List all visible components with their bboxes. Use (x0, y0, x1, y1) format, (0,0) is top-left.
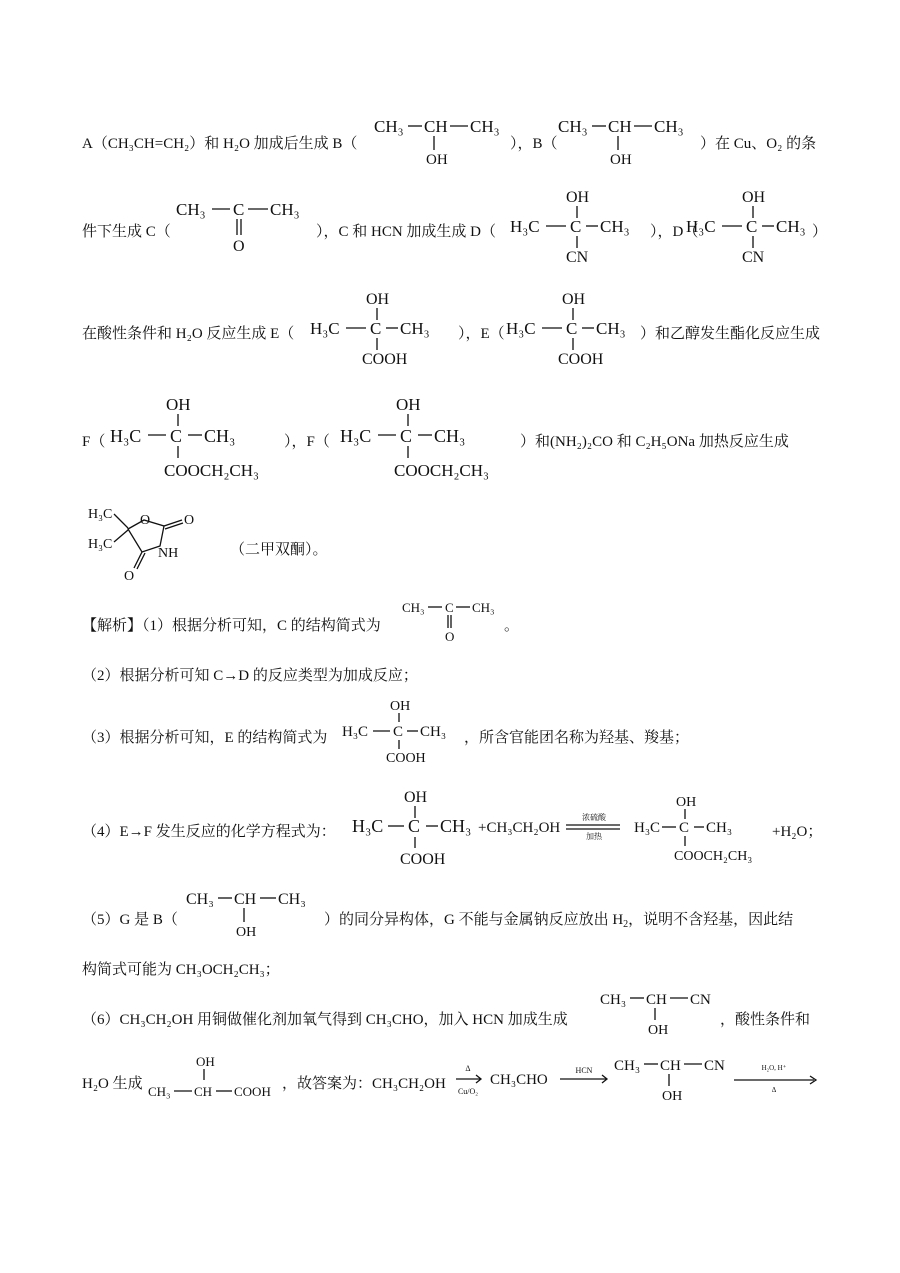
group-cn: CN (566, 249, 589, 266)
text-ans6e: CH₃CHO (490, 1072, 548, 1088)
arrow-label-bottom: Cu/O₂ (457, 1087, 479, 1096)
text-l2a: 件下生成 C（ (82, 224, 171, 240)
group-oh: OH (390, 699, 411, 714)
text-l4c: ）和(NH₂)₂CO 和 C₂H₅ONa 加热反应生成 (520, 434, 789, 450)
arrow-label-bottom: 加热 (586, 832, 602, 841)
text-l2b: ），C 和 HCN 加成生成 D（ (316, 224, 497, 240)
text-l1a: A（CH₃CH=CH₂）和 H₂O 加成后生成 B（ (82, 136, 358, 152)
reaction-arrow-esterification (564, 810, 624, 844)
text-l2c: ），D（ (650, 224, 699, 240)
text-ans6a: （6）CH₃CH₂OH 用铜做催化剂加氧气得到 CH₃CHO，加入 HCN 加成生成 (82, 1012, 568, 1028)
structure-lactonitrile (596, 984, 726, 1040)
structure-e-acid-2 (496, 288, 656, 372)
text-l4b: ），F（ (284, 434, 330, 450)
group-h3c: H₃C (310, 319, 340, 338)
text-ans3b: ，所含官能团名称为羟基、羧基； (464, 730, 690, 746)
group-oh: OH (396, 395, 421, 414)
group-oh: OH (742, 189, 766, 206)
structure-d-cyanohydrin-2 (680, 186, 820, 266)
group-h3c-top: H₃C (88, 507, 113, 522)
group-oh: OH (676, 795, 697, 810)
group-cn: CN (704, 1058, 725, 1074)
text-ans5b (324, 908, 793, 930)
text-l1b: ），B（ (510, 136, 558, 152)
group-oh: OH (648, 1023, 669, 1038)
atom-o: O (233, 238, 245, 255)
structure-b-isopropanol-2 (552, 112, 702, 170)
group-h3c: H₃C (110, 426, 142, 446)
reaction-arrow-oxidation (452, 1062, 486, 1102)
text-ans6c: H₂O 生成 (82, 1076, 143, 1092)
structure-d-cyanohydrin (496, 186, 646, 266)
text-ans5a: （5）G 是 B（ (82, 912, 178, 928)
atom-c: C (408, 816, 421, 836)
group-ch: CH (646, 992, 667, 1008)
text-ans4c: +H₂O； (772, 824, 823, 840)
text-ans1a: 【解析】（1）根据分析可知，C 的结构简式为 (82, 618, 381, 634)
group-cooh: COOH (234, 1084, 271, 1099)
group-ch3-right: CH₃ (278, 891, 306, 908)
group-cooet: COOCH₂CH₃ (164, 461, 259, 480)
group-ch3: CH₃ (614, 1058, 641, 1074)
group-ch3-left: CH₃ (402, 600, 425, 615)
text-l5a: （二甲双酮）。 (230, 542, 328, 558)
structure-e-acid (300, 288, 460, 372)
atom-c: C (445, 600, 454, 615)
group-ch: CH (608, 117, 632, 136)
text-l3c: ）和乙醇发生酯化反应生成 (640, 326, 821, 342)
group-h3c: H₃C (342, 724, 369, 740)
group-h3c: H₃C (352, 816, 384, 836)
group-oh: OH (366, 291, 390, 308)
text-l2d: ） (812, 224, 828, 240)
atom-o-ring: O (140, 513, 151, 528)
text-ans5b-main: ）的同分异构体，G 不能与金属钠反应放出 H (324, 912, 624, 928)
group-nh: NH (158, 546, 179, 561)
group-ch3: CH₃ (434, 426, 466, 446)
group-oh: OH (426, 152, 448, 168)
text-ans5c: ，说明不含羟基，因此结 (628, 912, 794, 928)
group-ch3: CH₃ (440, 816, 472, 836)
group-cooet: COOCH₂CH₃ (674, 849, 753, 864)
group-ch3: CH₃ (596, 319, 626, 338)
reaction-arrow-hcn (558, 1064, 610, 1090)
group-h3c-bottom: H₃C (88, 537, 113, 552)
text-ans4b: +CH₃CH₂OH (478, 820, 561, 836)
text-ans6d: ，故答案为：CH₃CH₂OH (282, 1076, 446, 1092)
structure-b-isopropanol (368, 112, 518, 170)
group-ch3: CH₃ (706, 820, 733, 836)
text-ans1b: 。 (504, 618, 520, 634)
arrow-label-top: Δ (465, 1064, 471, 1073)
group-ch: CH (424, 117, 448, 136)
structure-e-acid-eq (346, 786, 486, 870)
atom-c: C (400, 426, 413, 446)
structure-lactonitrile-2 (610, 1050, 730, 1106)
text-ans6b: ，酸性条件和 (720, 1012, 811, 1028)
text-ans5d: 构简式可能为 CH₃OCH₂CH₃； (82, 962, 280, 978)
structure-f-ester (100, 392, 290, 488)
group-oh: OH (662, 1089, 683, 1104)
group-h3c: H₃C (634, 820, 661, 836)
arrow-label-top: 浓硫酸 (582, 813, 606, 822)
group-ch3-left: CH₃ (558, 117, 588, 136)
group-cooh: COOH (362, 351, 408, 368)
group-ch: CH (234, 891, 257, 908)
text-ans2a: （2）根据分析可知 C→D 的反应类型为加成反应； (82, 668, 418, 684)
atom-c: C (679, 820, 690, 836)
text-l1c: ）在 Cu、O₂ 的条 (700, 136, 817, 152)
group-ch3-left: CH₃ (374, 117, 404, 136)
group-ch3-left: CH₃ (186, 891, 214, 908)
structure-f-ester-eq (630, 790, 780, 870)
group-ch: CH (194, 1084, 213, 1099)
group-cooh: COOH (386, 751, 426, 766)
group-oh: OH (610, 152, 632, 168)
group-cooh: COOH (558, 351, 604, 368)
text-l4a: F（ (82, 434, 106, 450)
arrow-label-top: HCN (575, 1066, 593, 1075)
group-ch3: CH₃ (600, 992, 627, 1008)
text-ans3a: （3）根据分析可知，E 的结构简式为 (82, 730, 328, 746)
group-ch3-left: CH₃ (176, 200, 206, 219)
group-ch3: CH₃ (420, 724, 447, 740)
group-ch3: CH₃ (400, 319, 430, 338)
group-cn: CN (690, 992, 711, 1008)
group-ch3: CH₃ (204, 426, 236, 446)
group-ch3-right: CH₃ (270, 200, 300, 219)
atom-c: C (566, 319, 578, 338)
atom-o: O (445, 629, 455, 644)
atom-c: C (233, 200, 245, 219)
group-ch3: CH₃ (776, 217, 806, 236)
structure-c-acetone (172, 195, 322, 257)
group-oh: OH (404, 789, 428, 806)
atom-o-carbonyl-2: O (124, 569, 135, 584)
group-ch: CH (660, 1058, 681, 1074)
text-l3b: ），E（ (458, 326, 505, 342)
atom-c: C (170, 426, 183, 446)
group-ch3-right: CH₃ (472, 600, 495, 615)
group-h3c: H₃C (506, 319, 536, 338)
group-h3c: H₃C (686, 217, 716, 236)
atom-c: C (570, 217, 582, 236)
atom-c: C (370, 319, 382, 338)
group-cooet: COOCH₂CH₃ (394, 461, 489, 480)
group-oh: OH (566, 189, 590, 206)
structure-f-ester-2 (330, 392, 520, 488)
atom-o-carbonyl-1: O (184, 513, 195, 528)
group-ch3: CH₃ (148, 1084, 171, 1099)
group-ch3: CH₃ (600, 217, 630, 236)
reaction-arrow-hydrolysis (730, 1060, 820, 1096)
atom-c: C (393, 724, 404, 740)
text-ans4a: （4）E→F 发生反应的化学方程式为： (82, 824, 336, 840)
group-cn: CN (742, 249, 765, 266)
structure-lactic-acid (144, 1052, 284, 1106)
group-ch3-right: CH₃ (470, 117, 500, 136)
group-oh: OH (166, 395, 191, 414)
structure-g-dimethadione (80, 500, 220, 586)
group-ch3-right: CH₃ (654, 117, 684, 136)
group-h3c: H₃C (510, 217, 540, 236)
structure-e-acid-small (336, 696, 466, 768)
group-oh: OH (196, 1054, 215, 1069)
atom-c: C (746, 217, 758, 236)
group-oh: OH (236, 925, 257, 940)
arrow-label-bottom: Δ (771, 1086, 777, 1094)
group-cooh: COOH (400, 851, 446, 868)
arrow-label-top: H₂O, H⁺ (761, 1064, 787, 1072)
group-h3c: H₃C (340, 426, 372, 446)
structure-c-acetone-small (398, 596, 508, 646)
structure-b-isopropanol-small (180, 884, 330, 942)
text-l3a: 在酸性条件和 H₂O 反应生成 E（ (82, 326, 295, 342)
group-oh: OH (562, 291, 586, 308)
subscript-h2: 2 (623, 919, 629, 930)
